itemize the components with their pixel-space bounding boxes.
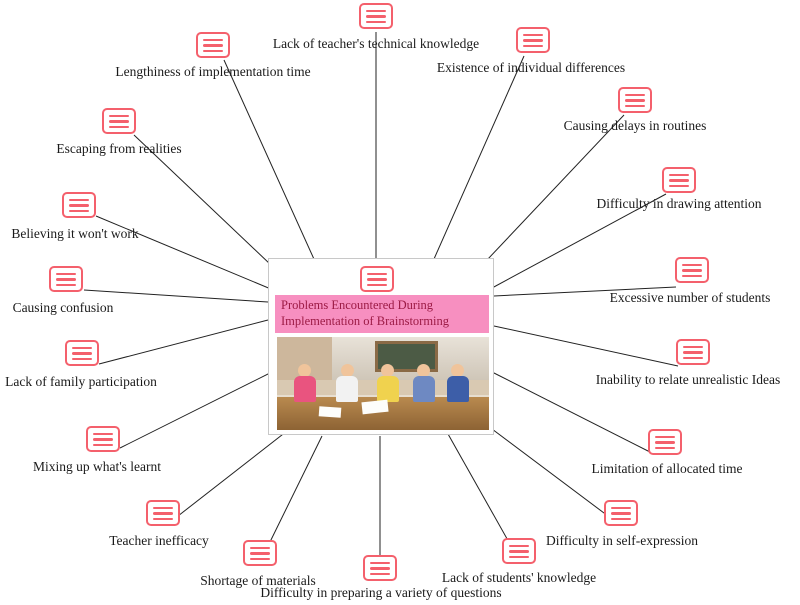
- node-label: Teacher inefficacy: [109, 533, 209, 548]
- connector-line: [224, 60, 318, 268]
- node-label: Lack of family participation: [5, 374, 157, 389]
- node-list-icon[interactable]: [648, 429, 682, 455]
- node-list-icon[interactable]: [618, 87, 652, 113]
- node-list-icon[interactable]: [675, 257, 709, 283]
- node-label: Lack of students' knowledge: [441, 570, 597, 585]
- connector-line: [99, 320, 268, 364]
- central-node[interactable]: [268, 258, 494, 435]
- node-label: Lack of teacher's technical knowledge: [272, 36, 480, 51]
- node-list-icon[interactable]: [62, 192, 96, 218]
- node-list-icon[interactable]: [516, 27, 550, 53]
- node-label: Mixing up what's learnt: [32, 459, 162, 474]
- node-label: Difficulty in drawing attention: [596, 196, 762, 211]
- node-list-icon[interactable]: [676, 339, 710, 365]
- node-label: Causing delays in routines: [563, 118, 707, 133]
- node-list-icon[interactable]: [359, 3, 393, 29]
- node-list-icon[interactable]: [243, 540, 277, 566]
- central-node-title: Problems Encountered During Implementation of Brainstorming: [275, 295, 489, 333]
- node-list-icon[interactable]: [662, 167, 696, 193]
- node-list-icon[interactable]: [196, 32, 230, 58]
- node-list-icon[interactable]: [86, 426, 120, 452]
- connector-line: [178, 424, 296, 516]
- node-list-icon[interactable]: [604, 500, 638, 526]
- node-label: Limitation of allocated time: [591, 461, 743, 476]
- connector-line: [268, 436, 322, 546]
- node-label: Difficulty in self-expression: [546, 533, 698, 548]
- node-label: Causing confusion: [12, 300, 114, 315]
- node-list-icon[interactable]: [49, 266, 83, 292]
- node-list-icon[interactable]: [102, 108, 136, 134]
- node-label: Excessive number of students: [609, 290, 771, 305]
- node-list-icon[interactable]: [502, 538, 536, 564]
- node-label: Escaping from realities: [56, 141, 182, 156]
- connector-line: [480, 420, 608, 516]
- node-label: Shortage of materials: [200, 573, 316, 588]
- node-list-icon[interactable]: [146, 500, 180, 526]
- node-label: Inability to relate unrealistic Ideas: [595, 372, 781, 387]
- node-label: Believing it won't work: [11, 226, 139, 241]
- node-label: Lengthiness of implementation time: [115, 64, 311, 79]
- node-label: Difficulty in preparing a variety of questions: [260, 585, 502, 600]
- central-list-icon: [360, 266, 394, 292]
- connector-line: [448, 434, 510, 544]
- classroom-photo: [277, 337, 489, 430]
- connector-line: [494, 326, 678, 366]
- node-list-icon[interactable]: [363, 555, 397, 581]
- node-label: Existence of individual differences: [436, 60, 626, 75]
- node-list-icon[interactable]: [65, 340, 99, 366]
